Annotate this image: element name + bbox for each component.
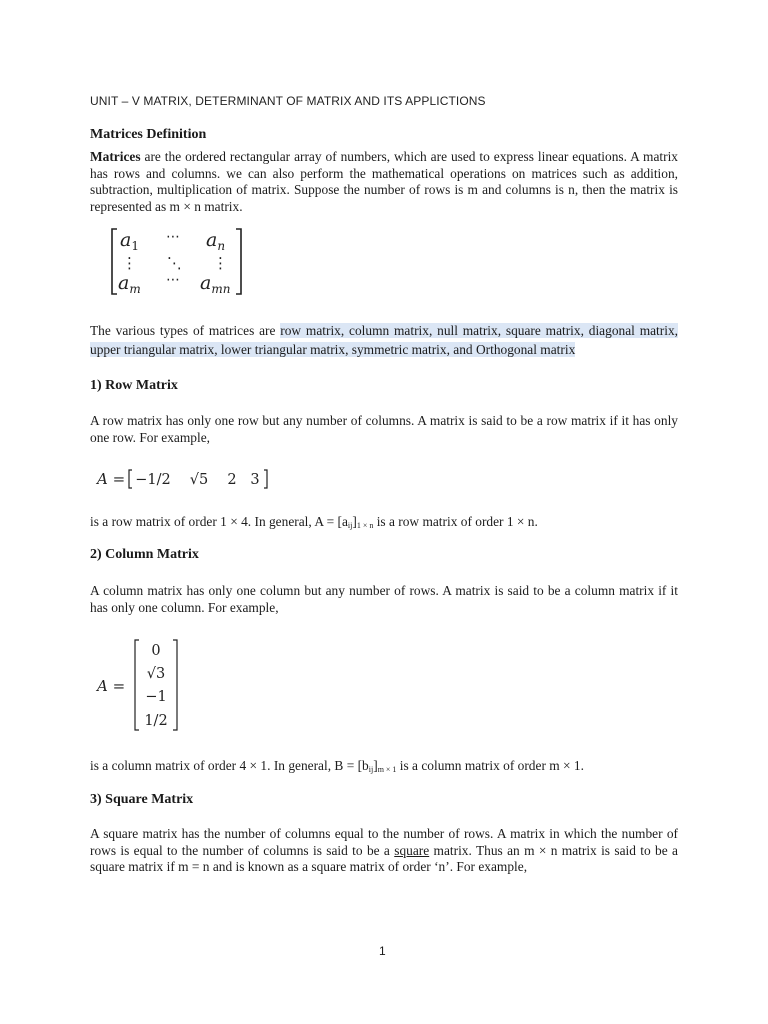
column-sub-ij: ij <box>368 765 374 774</box>
entry-an: $a_n$ <box>206 229 226 253</box>
row-value: −1/2 <box>135 472 171 488</box>
column-value: 1/2 <box>144 713 168 729</box>
column-value: √3 <box>146 666 166 682</box>
row-sub-ij: ij <box>347 521 353 530</box>
column-general-text-2: is a column matrix of order m × 1. <box>396 758 584 773</box>
entry-am: $a_m$ <box>118 272 141 296</box>
column-value: 0 <box>151 643 161 659</box>
column-left-bracket <box>135 640 139 730</box>
heading-column-matrix: 2) Column Matrix <box>90 547 199 562</box>
row-close-bracket: ] <box>352 514 357 529</box>
heading-row-matrix: 1) Row Matrix <box>90 378 178 393</box>
paragraph-row-matrix: A row matrix has only one row but any number of columns. A matrix is said to be a row matrix if it has only one row. For example, <box>90 413 678 445</box>
types-prefix: The various types of matrices are <box>90 323 281 338</box>
row-general-text-1: is a row matrix of order 1 × 4. In general, A = [a <box>90 514 348 529</box>
heading-square-matrix: 3) Square Matrix <box>90 792 194 807</box>
unit-title: UNIT – V MATRIX, DETERMINANT OF MATRIX AND ITS APPLICTIONS <box>90 94 486 108</box>
square-text-1: A square matrix has the number of columns equal to the number of rows. A matrix in which the number of rows is equal to the number of columns is said to be a <box>90 826 678 858</box>
heading-matrices-definition: Matrices Definition <box>90 127 207 142</box>
column-general-line <box>90 758 678 779</box>
row-sub-order: 1 × n <box>356 521 374 530</box>
left-bracket <box>112 229 117 294</box>
row-value: 3 <box>250 472 260 488</box>
paragraph-column-matrix: A column matrix has only one column but any number of rows. A matrix is said to be a column matrix if it has only one column. For example, <box>90 583 678 615</box>
row-general-line <box>90 514 678 535</box>
column-sub-order: m × 1 <box>377 765 397 774</box>
row-left-bracket <box>129 470 132 488</box>
ddots-center: ⋱ <box>167 254 182 272</box>
square-text-2: matrix. Thus an m × n matrix is said to be a square matrix if m = n and is known as a square matrix of order ‘n’. For example, <box>90 842 678 874</box>
square-underlined-word: square <box>394 842 430 858</box>
paragraph-types <box>90 322 678 359</box>
row-matrix-equation <box>94 466 284 492</box>
column-matrix-equation <box>94 638 204 734</box>
hdots-bottom: ⋯ <box>166 272 180 288</box>
page-number: 1 <box>379 944 386 958</box>
column-close-bracket: ] <box>373 758 378 773</box>
general-matrix-figure <box>108 226 250 298</box>
right-bracket <box>236 229 241 294</box>
definition-text: are the ordered rectangular array of numbers, which are used to express linear equations. A matrix has rows and columns. we can also perform the mathematical operations on matrices such as addition, subtraction, multiplication of matrix. Suppose the number of rows is m and columns is n, then the matrix is represented as m × n matrix. <box>90 149 678 214</box>
vdots-right: ⋮ <box>213 254 228 272</box>
column-general-text-1: is a column matrix of order 4 × 1. In general, B = [b <box>90 758 369 773</box>
row-right-bracket <box>264 470 267 488</box>
vdots-left: ⋮ <box>122 254 137 272</box>
column-value: −1 <box>145 689 167 705</box>
row-general-text-2: is a row matrix of order 1 × n. <box>373 514 538 529</box>
column-right-bracket <box>173 640 177 730</box>
row-value: √5 <box>189 472 209 488</box>
paragraph-square-matrix <box>90 826 678 876</box>
entry-amn: $a_{mn}$ <box>200 272 231 296</box>
row-eq-lhs: A = <box>97 470 126 488</box>
paragraph-definition <box>90 149 678 215</box>
hdots-top: ⋯ <box>166 229 180 245</box>
column-eq-lhs: A = <box>97 677 126 695</box>
entry-a1: $a_1$ <box>120 229 139 253</box>
bold-term-matrices: Matrices <box>90 149 141 164</box>
types-highlight: row matrix, column matrix, null matrix, square matrix, diagonal matrix, upper triangular matrix, lower triangular matrix, symmetric matrix, and Orthogonal matrix <box>90 323 678 357</box>
row-value: 2 <box>227 472 237 488</box>
